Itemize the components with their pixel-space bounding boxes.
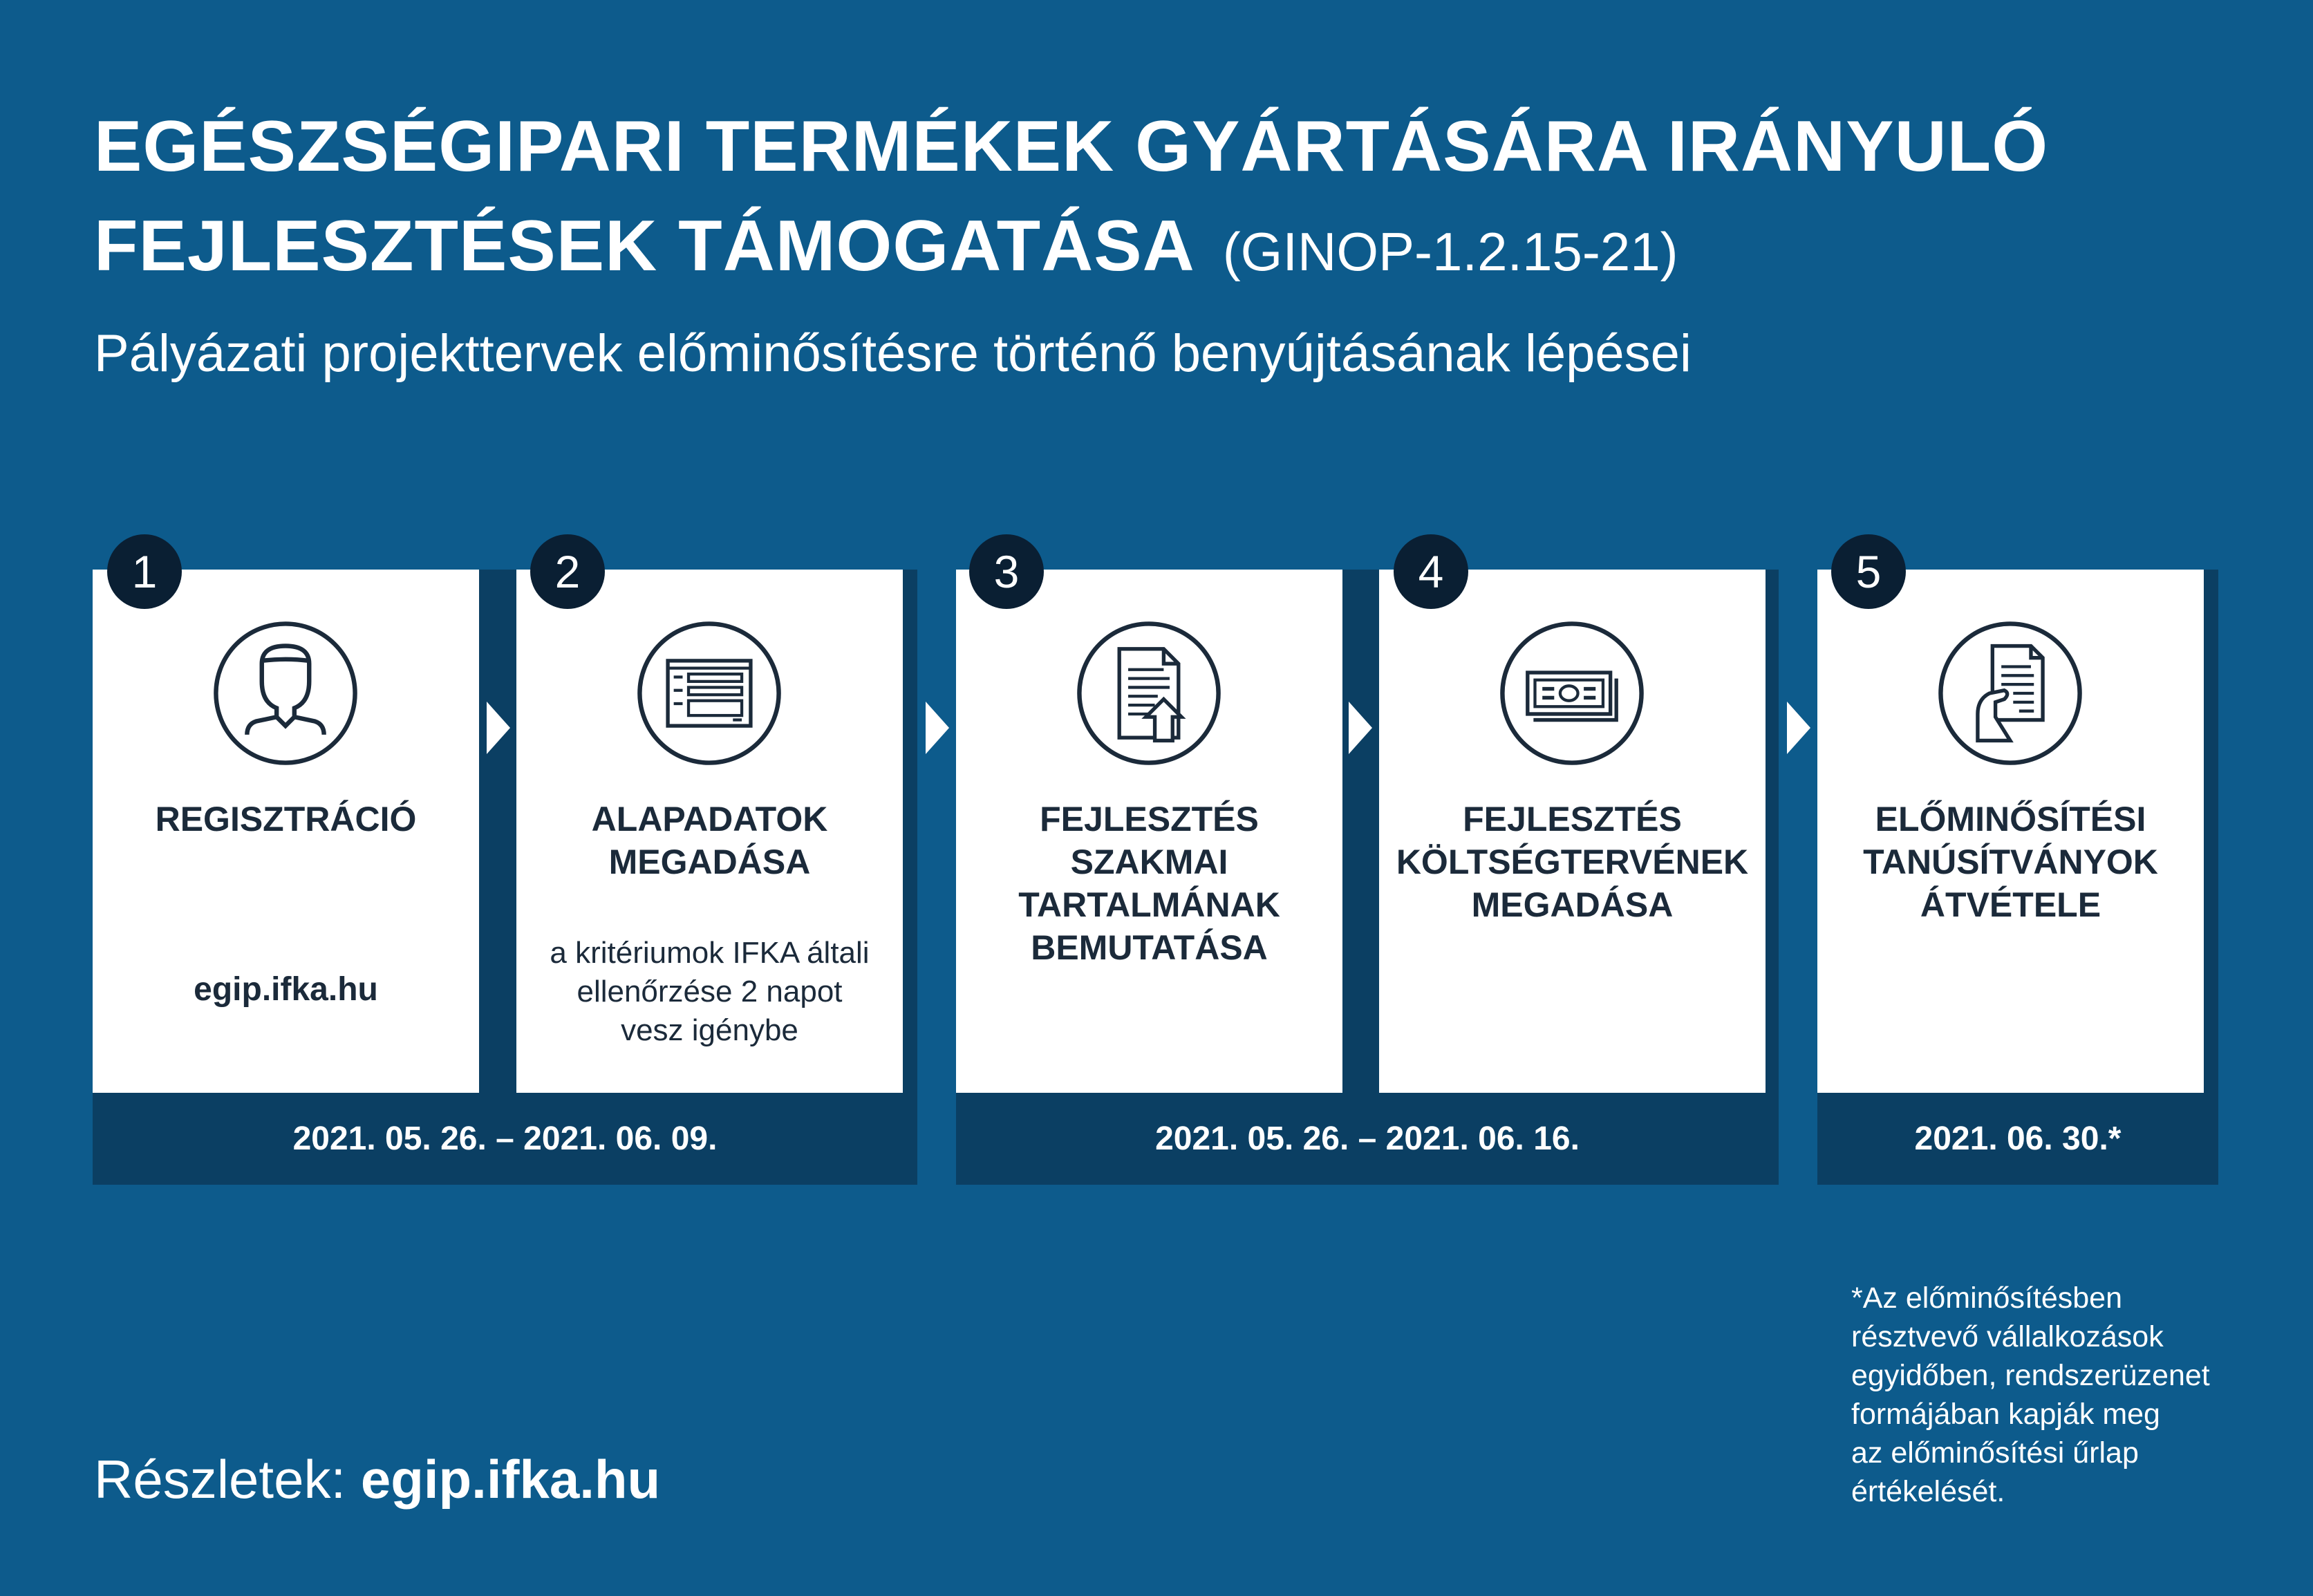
step-card-1 [93, 570, 479, 1093]
date-range: 2021. 06. 30.* [1914, 1120, 2122, 1157]
step-number-badge: 5 [1831, 534, 1906, 609]
step-number-badge: 2 [530, 534, 605, 609]
step-card-4 [1379, 570, 1766, 1093]
program-code: (GINOP-1.2.15-21) [1222, 221, 1678, 282]
footnote: *Az előminősítésben résztvevő vállalkozások egyidőben, rendszerüzenet formájában kapják meg az előminősítési űrlap értékelését. [1851, 1282, 2210, 1508]
chevron-right-icon [1787, 702, 1810, 754]
step-card-2 [516, 570, 903, 1093]
subtitle: Pályázati projekttervek előminősítésre történő benyújtásának lépései [94, 324, 1692, 383]
certificate-hand-icon [1936, 619, 2084, 767]
banknote-icon [1498, 619, 1646, 767]
chevron-right-icon [487, 702, 510, 754]
step-note: a kritériumok IFKA általi ellenőrzése 2 napot vesz igénybe [550, 936, 870, 1047]
step-card-5 [1817, 570, 2204, 1093]
title-line-1: EGÉSZSÉGIPARI TERMÉKEK GYÁRTÁSÁRA IRÁNYULÓ [94, 106, 2049, 187]
step-heading: FEJLESZTÉS KÖLTSÉGTERVÉNEK MEGADÁSA [1396, 800, 1749, 924]
step-heading: REGISZTRÁCIÓ [155, 800, 417, 838]
step-number-badge: 1 [107, 534, 182, 609]
footer-label: Részletek: [94, 1449, 346, 1510]
title-line-2: FEJLESZTÉSEK TÁMOGATÁSA [94, 206, 1195, 286]
step-heading: ALAPADATOK MEGADÁSA [591, 800, 828, 881]
step-number-badge: 4 [1394, 534, 1468, 609]
date-range: 2021. 05. 26. – 2021. 06. 16. [1155, 1120, 1580, 1157]
chevron-right-icon [926, 702, 949, 754]
user-icon [212, 619, 359, 767]
step-number-badge: 3 [969, 534, 1044, 609]
registration-link[interactable]: egip.ifka.hu [194, 971, 378, 1008]
chevron-right-icon [1349, 702, 1372, 754]
document-upload-icon [1075, 619, 1223, 767]
page-title [94, 97, 2048, 301]
step-card-3 [956, 570, 1342, 1093]
footer-link[interactable]: egip.ifka.hu [360, 1449, 661, 1510]
form-window-icon [635, 619, 783, 767]
details-footer [94, 1448, 660, 1511]
date-range: 2021. 05. 26. – 2021. 06. 09. [292, 1120, 718, 1157]
step-heading: ELŐMINŐSÍTÉSI TANÚSÍTVÁNYOK ÁTVÉTELE [1863, 800, 2158, 924]
step-heading: FEJLESZTÉS SZAKMAI TARTALMÁNAK BEMUTATÁSA [1018, 800, 1280, 967]
